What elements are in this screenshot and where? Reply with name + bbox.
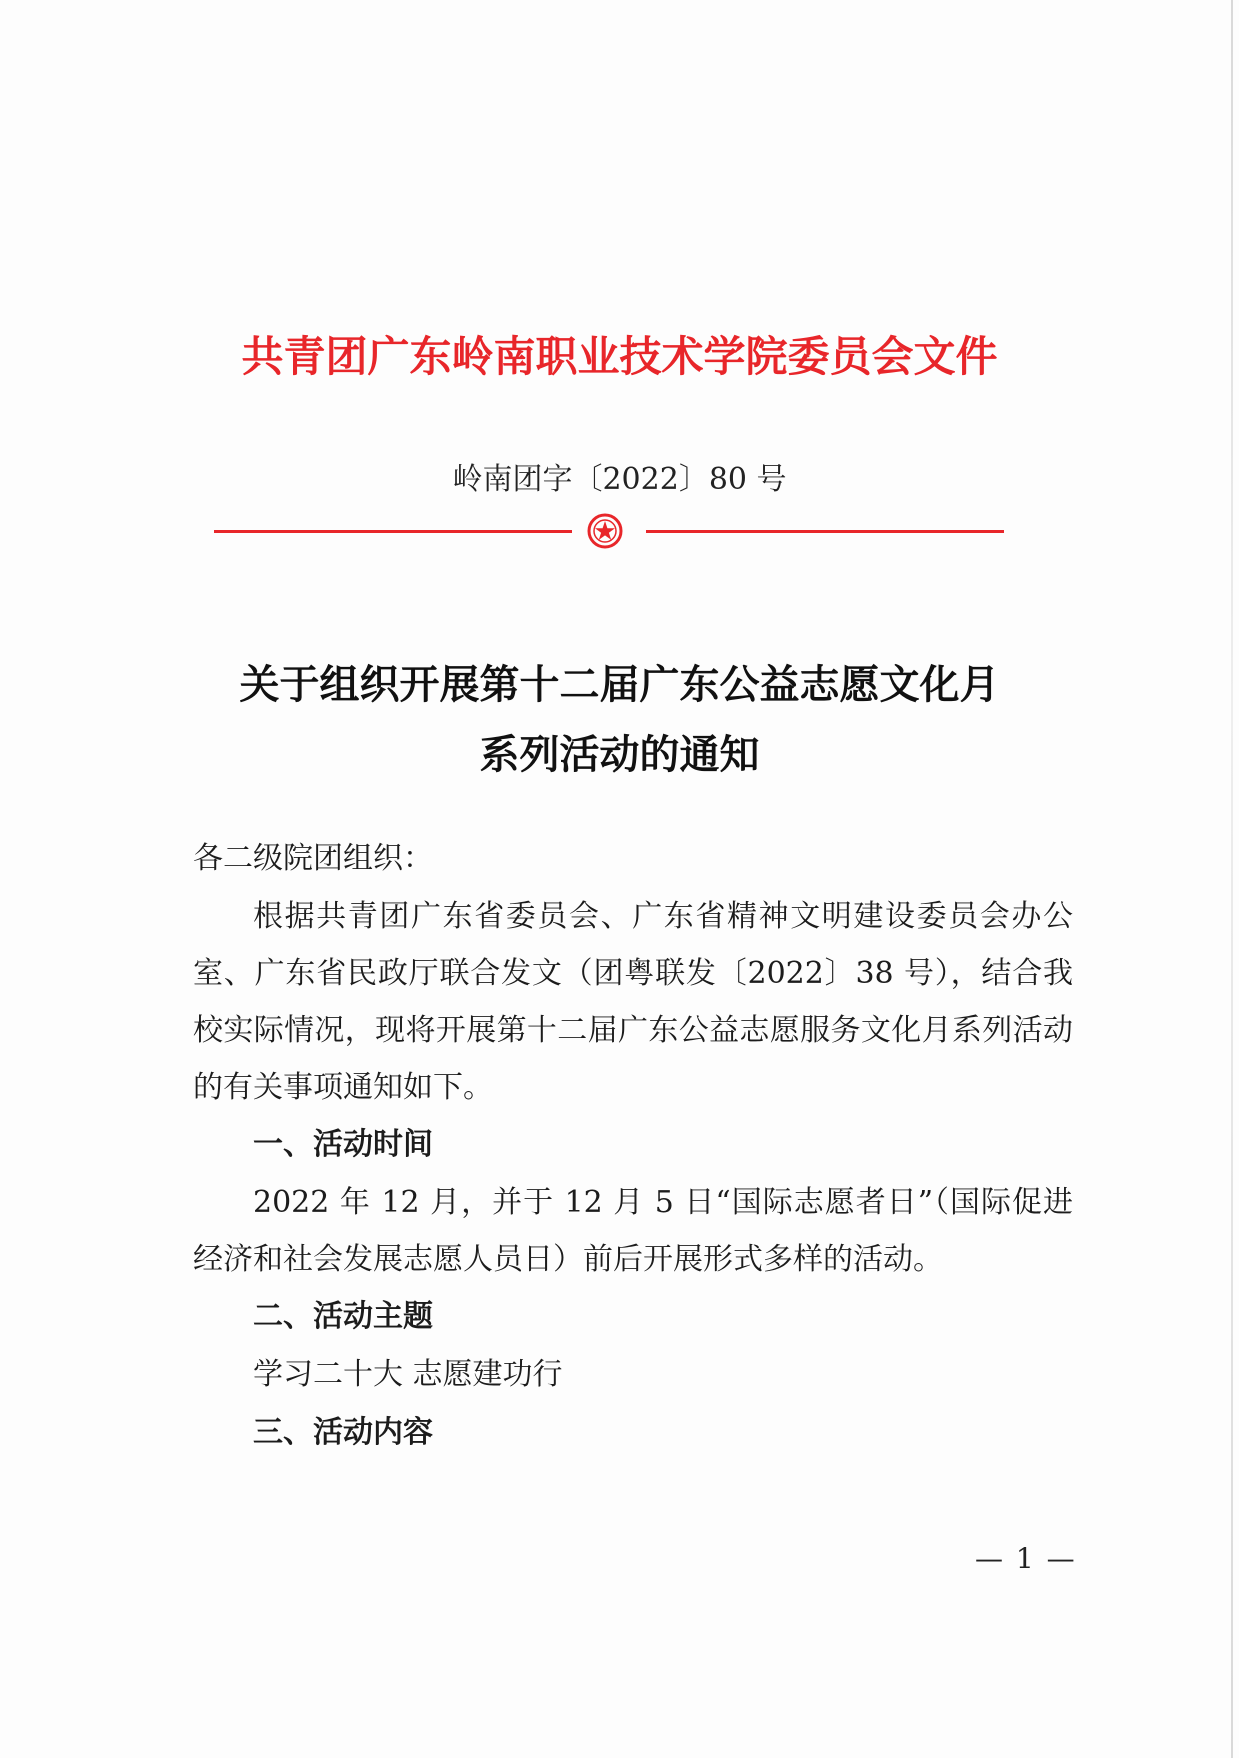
star-emblem-icon	[586, 512, 624, 550]
section-content-theme: 学习二十大 志愿建功行	[253, 1357, 563, 1392]
header-divider	[214, 512, 1004, 550]
notice-title	[0, 650, 1239, 790]
page-edge	[1231, 0, 1233, 1758]
section-heading-time: 一、活动时间	[253, 1127, 433, 1162]
page-number: — 1 —	[975, 1542, 1077, 1575]
notice-title-line1: 关于组织开展第十二届广东公益志愿文化月	[239, 661, 1000, 708]
divider-line-right	[646, 530, 1004, 533]
salutation: 各二级院团组织：	[193, 841, 433, 876]
org-header-title: 共青团广东岭南职业技术学院委员会文件	[241, 332, 998, 381]
section-heading-content: 三、活动内容	[253, 1415, 433, 1450]
intro-paragraph: 根据共青团广东省委员会、广东省精神文明建设委员会办公室、广东省民政厅联合发文（团粤联发〔2022〕38 号），结合我校实际情况，现将开展第十二届广东公益志愿服务文化月系列活动的有关事项通知如下。	[193, 899, 1073, 1105]
section-content-time: 2022 年 12 月，并于 12 月 5 日“国际志愿者日”（国际促进经济和社会发展志愿人员日）前后开展形式多样的活动。	[193, 1185, 1073, 1277]
divider-line-left	[214, 530, 572, 533]
document-body	[193, 830, 1073, 1462]
notice-title-line2: 系列活动的通知	[479, 731, 760, 778]
document-number: 岭南团字〔2022〕80 号	[452, 462, 787, 497]
section-heading-theme: 二、活动主题	[253, 1299, 433, 1334]
